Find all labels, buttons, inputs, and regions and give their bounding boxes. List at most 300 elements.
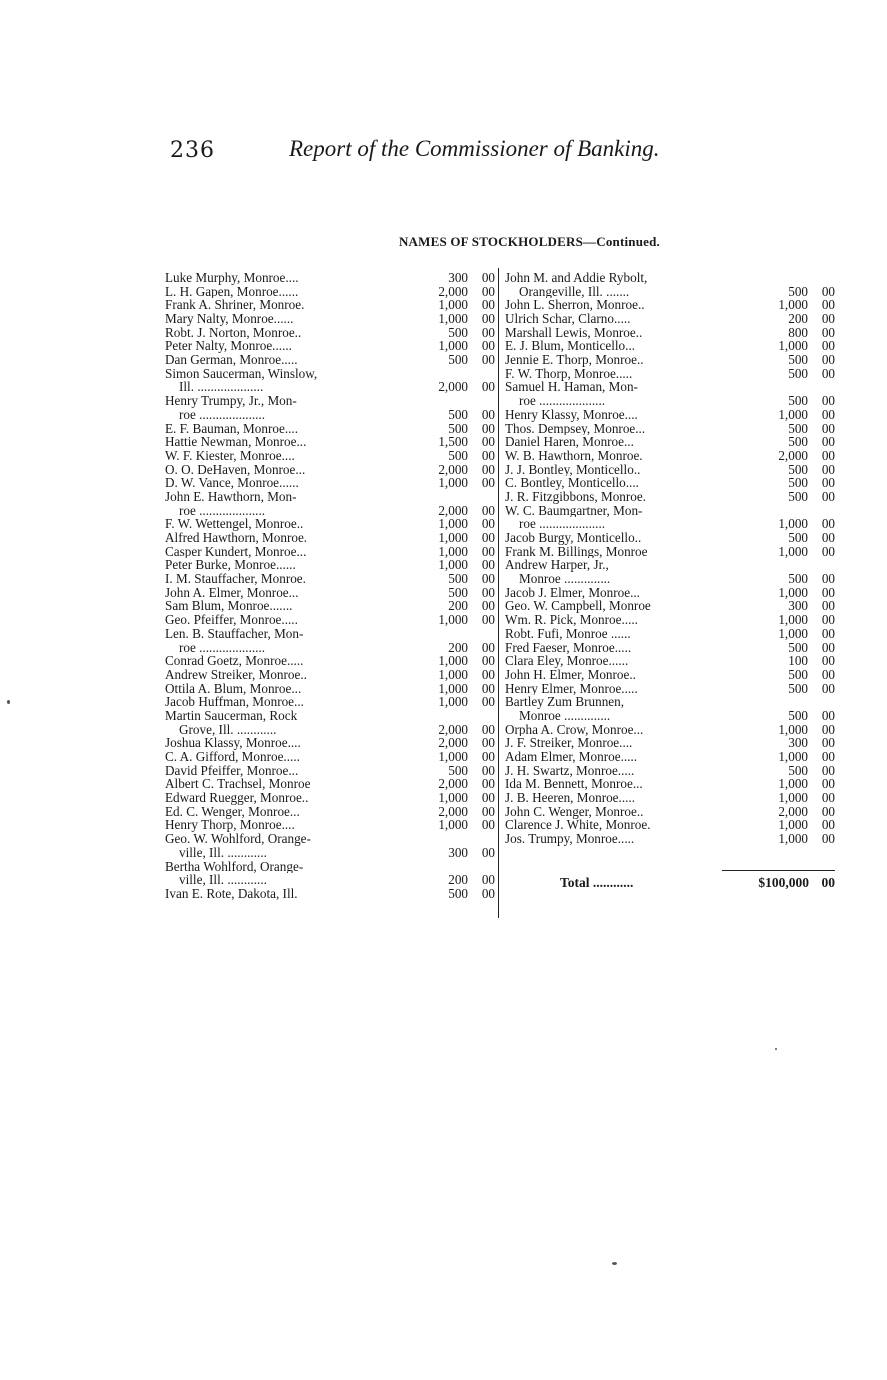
stockholder-row [505,764,835,778]
share-amount: 1,000 [438,694,468,710]
share-amount: 1,000 [778,776,808,792]
stockholder-row [165,723,495,737]
stockholder-row [505,641,835,655]
stockholder-name: Geo. W. Wohlford, Orange- [165,832,311,846]
stockholder-name: Frank M. Billings, Monroe [505,544,648,559]
share-amount: 300 [448,269,468,285]
total-rule [722,870,835,871]
stockholder-name: Dan German, Monroe..... [165,353,298,367]
share-cents: 00 [481,721,495,737]
stockholder-name: Ill. .................... [179,380,264,395]
share-amount: 500 [448,571,468,587]
share-cents: 00 [481,283,495,299]
share-cents: 00 [821,584,835,600]
share-amount: 500 [788,680,808,696]
stockholder-name: John H. Elmer, Monroe.. [505,667,636,682]
stockholder-name: Albert C. Trachsel, Monroe [165,777,311,792]
stockholder-name: Hattie Newman, Monroe... [165,435,307,449]
share-amount: 1,000 [438,653,468,669]
total-label: Total ............ [560,875,634,890]
stockholder-row [505,285,835,299]
share-amount: 1,500 [438,434,468,450]
stockholder-row [505,627,835,641]
stockholder-row [165,627,495,641]
stockholder-name: I. M. Stauffacher, Monroe. [165,572,306,586]
share-cents: 00 [481,571,495,587]
share-cents: 00 [481,666,495,682]
share-amount: 2,000 [778,803,808,819]
share-amount: 2,000 [438,735,468,751]
share-amount: 1,000 [438,338,468,354]
share-cents: 00 [481,420,495,436]
share-cents: 00 [481,885,495,901]
stockholder-name: Frank A. Shriner, Monroe. [165,298,305,313]
share-amount: 300 [448,844,468,860]
stockholder-name: Ottila A. Blum, Monroe... [165,681,302,696]
stockholder-name: O. O. DeHaven, Monroe... [165,462,306,477]
stockholder-row [505,572,835,586]
stockholder-row [165,777,495,791]
share-amount: 2,000 [438,721,468,737]
stockholder-row [165,846,495,860]
share-amount: 2,000 [438,379,468,395]
print-speck [7,700,10,704]
share-cents: 00 [821,680,835,696]
share-amount: 1,000 [778,817,808,833]
stockholder-name: Peter Burke, Monroe...... [165,558,296,573]
stockholder-name: Henry Thorp, Monroe.... [165,818,295,833]
share-amount: 500 [788,639,808,655]
stockholder-row [165,682,495,696]
stockholder-row [165,367,495,381]
share-cents: 00 [481,680,495,696]
stockholder-name: Robt. J. Norton, Monroe.. [165,325,302,340]
share-cents: 00 [821,283,835,299]
stockholder-row [505,463,835,477]
stockholder-name: Peter Nalty, Monroe...... [165,339,292,354]
stockholder-name: Orpha A. Crow, Monroe... [505,722,644,737]
total-cents: 00 [821,875,835,890]
stockholder-name: ville, Ill. ............ [179,873,267,887]
share-cents: 00 [481,502,495,518]
share-cents: 00 [481,406,495,422]
share-cents: 00 [481,776,495,792]
share-cents: 00 [821,530,835,546]
stockholder-row [165,353,495,367]
share-cents: 00 [821,475,835,491]
stockholder-row [505,312,835,326]
share-amount: 2,000 [438,283,468,299]
stockholder-row [505,490,835,504]
share-cents: 00 [481,735,495,751]
stockholder-row [505,339,835,353]
stockholder-row [165,422,495,436]
stockholder-name: Adam Elmer, Monroe..... [505,750,638,764]
stockholder-name: J. F. Streiker, Monroe.... [505,736,633,751]
share-cents: 00 [821,393,835,409]
stockholder-name: Andrew Streiker, Monroe.. [165,667,307,682]
share-amount: 1,000 [778,516,808,532]
share-cents: 00 [821,639,835,655]
share-amount: 2,000 [438,776,468,792]
stockholder-row [505,476,835,490]
stockholder-name: Ivan E. Rote, Dakota, Ill. [165,886,298,901]
share-amount: 2,000 [778,447,808,463]
stockholder-name: Jacob Burgy, Monticello.. [505,531,642,545]
stockholder-row [505,367,835,381]
stockholder-name: Joshua Klassy, Monroe.... [165,736,301,751]
share-amount: 1,000 [438,297,468,313]
share-amount: 1,000 [438,612,468,628]
stockholder-row [505,736,835,750]
share-cents: 00 [481,297,495,313]
share-cents: 00 [481,447,495,463]
share-cents: 00 [481,803,495,819]
share-amount: 500 [448,762,468,778]
share-cents: 00 [481,872,495,888]
share-amount: 1,000 [778,584,808,600]
stockholder-row [165,819,495,833]
share-cents: 00 [481,653,495,669]
share-cents: 00 [821,707,835,723]
stockholder-name: W. C. Baumgartner, Mon- [505,503,643,518]
stockholder-name: D. W. Vance, Monroe...... [165,476,299,490]
share-cents: 00 [821,420,835,436]
share-cents: 00 [821,790,835,806]
stockholder-name: Daniel Haren, Monroe... [505,435,634,449]
stockholder-name: Geo. Pfeiffer, Monroe..... [165,613,298,627]
share-amount: 1,000 [778,612,808,628]
share-amount: 500 [788,365,808,381]
share-cents: 00 [481,790,495,806]
stockholder-row [165,312,495,326]
stockholder-name: Ida M. Bennett, Monroe... [505,777,643,792]
share-cents: 00 [821,488,835,504]
stockholder-name: Thos. Dempsey, Monroe... [505,421,646,436]
stockholder-name: Martin Saucerman, Rock [165,708,298,723]
share-cents: 00 [481,338,495,354]
share-amount: 1,000 [438,530,468,546]
share-cents: 00 [481,311,495,327]
stockholder-name: F. W. Thorp, Monroe..... [505,366,633,381]
stockholder-name: F. W. Wettengel, Monroe.. [165,517,304,532]
stockholder-name: J. B. Heeren, Monroe..... [505,791,636,805]
share-cents: 00 [481,557,495,573]
share-amount: 1,000 [778,543,808,559]
share-amount: 500 [788,434,808,450]
stockholder-row [505,531,835,545]
stockholder-row [505,709,835,723]
stockholder-name: Monroe .............. [519,708,611,723]
share-amount: 100 [788,653,808,669]
share-cents: 00 [821,625,835,641]
print-speck [775,1048,777,1050]
stockholder-row [165,381,495,395]
stockholder-name: C. Bontley, Monticello.... [505,476,639,490]
share-amount: 300 [788,735,808,751]
share-cents: 00 [481,762,495,778]
share-cents: 00 [481,434,495,450]
share-cents: 00 [821,352,835,368]
share-cents: 00 [481,352,495,368]
stockholder-row [505,819,835,833]
share-amount: 200 [448,598,468,614]
stockholder-row [165,394,495,408]
share-amount: 300 [788,598,808,614]
stockholder-row [505,435,835,449]
share-amount: 1,000 [778,831,808,847]
stockholder-name: Edward Ruegger, Monroe.. [165,791,309,805]
share-amount: 1,000 [778,790,808,806]
share-amount: 500 [448,406,468,422]
stockholder-name: John L. Sherron, Monroe.. [505,298,645,313]
share-cents: 00 [481,543,495,559]
stockholder-row [165,285,495,299]
stockholder-row [505,777,835,791]
share-cents: 00 [821,516,835,532]
stockholder-row [505,353,835,367]
stockholder-row [505,791,835,805]
share-cents: 00 [821,817,835,833]
stockholder-name: Fred Faeser, Monroe..... [505,640,632,655]
share-amount: 1,000 [438,790,468,806]
stockholder-name: John E. Hawthorn, Mon- [165,489,297,504]
share-amount: 200 [448,872,468,888]
share-cents: 00 [821,324,835,340]
share-amount: 1,000 [438,311,468,327]
page-number: 236 [170,138,215,163]
stockholder-name: Ed. C. Wenger, Monroe... [165,804,300,819]
stockholder-name: J. R. Fitzgibbons, Monroe. [505,489,647,504]
share-amount: 2,000 [438,803,468,819]
share-amount: 500 [448,420,468,436]
stockholder-name: John C. Wenger, Monroe.. [505,804,644,819]
stockholder-row [165,764,495,778]
share-cents: 00 [481,584,495,600]
share-amount: 1,000 [778,338,808,354]
stockholder-name: Wm. R. Pick, Monroe..... [505,613,638,627]
share-amount: 1,000 [438,475,468,491]
share-amount: 1,000 [438,516,468,532]
stockholder-row [505,394,835,408]
stockholder-name: roe .................... [519,517,606,532]
stockholder-row [165,463,495,477]
share-cents: 00 [821,762,835,778]
share-amount: 500 [448,352,468,368]
share-amount: 500 [788,762,808,778]
stockholder-name: roe .................... [179,407,266,422]
share-cents: 00 [821,666,835,682]
stockholder-row [505,682,835,696]
share-amount: 500 [788,475,808,491]
stockholder-row [505,750,835,764]
share-amount: 1,000 [438,749,468,765]
stockholders-left-column [165,271,495,901]
share-cents: 00 [481,844,495,860]
stockholder-row [165,641,495,655]
share-amount: 500 [448,447,468,463]
stockholder-name: Luke Murphy, Monroe.... [165,270,299,285]
stockholder-row [165,695,495,709]
stockholder-name: L. H. Gapen, Monroe...... [165,284,299,299]
stockholder-name: Jacob J. Elmer, Monroe... [505,585,640,600]
share-cents: 00 [821,311,835,327]
share-amount: 1,000 [778,406,808,422]
total-amount: $100,000 [758,875,809,890]
share-amount: 500 [448,324,468,340]
stockholder-name: roe .................... [179,503,266,518]
stockholder-name: David Pfeiffer, Monroe... [165,763,299,778]
section-title: NAMES OF STOCKHOLDERS—Continued. [398,234,661,249]
stockholder-row [505,695,835,709]
share-cents: 00 [481,324,495,340]
stockholder-name: Geo. W. Campbell, Monroe [505,599,651,614]
stockholder-name: E. J. Blum, Monticello... [505,339,636,354]
stockholder-row [165,613,495,627]
stockholder-row [165,586,495,600]
share-amount: 1,000 [438,557,468,573]
stockholder-row [505,545,835,559]
stockholder-name: Sam Blum, Monroe....... [165,599,293,614]
stockholder-row [165,558,495,572]
share-cents: 00 [481,475,495,491]
stockholder-row [165,600,495,614]
stockholder-name: Alfred Hawthorn, Monroe. [165,531,308,545]
stockholder-row [165,873,495,887]
share-cents: 00 [821,598,835,614]
stockholder-name: Clara Eley, Monroe...... [505,654,629,668]
share-amount: 1,000 [778,297,808,313]
share-amount: 500 [788,571,808,587]
stockholder-name: Orangeville, Ill. ....... [519,284,630,299]
stockholder-name: Simon Saucerman, Winslow, [165,366,318,381]
stockholder-name: Marshall Lewis, Monroe.. [505,325,643,340]
stockholder-name: W. F. Kiester, Monroe.... [165,448,295,463]
share-cents: 00 [821,721,835,737]
stockholder-row [505,558,835,572]
stockholder-row [165,298,495,312]
stockholder-name: Jacob Huffman, Monroe... [165,695,304,709]
share-amount: 500 [788,666,808,682]
stockholder-row [165,832,495,846]
share-amount: 2,000 [438,461,468,477]
stockholder-row [165,435,495,449]
share-amount: 500 [788,420,808,436]
stockholder-name: Andrew Harper, Jr., [505,558,609,573]
stockholder-row [165,490,495,504]
share-amount: 1,000 [438,817,468,833]
stockholder-row [505,805,835,819]
share-amount: 500 [788,352,808,368]
stockholder-name: roe .................... [179,640,266,655]
stockholder-name: Henry Trumpy, Jr., Mon- [165,394,297,408]
share-cents: 00 [481,516,495,532]
total-row [560,875,835,891]
stockholder-row [165,860,495,874]
stockholder-name: Jos. Trumpy, Monroe..... [505,832,635,846]
share-cents: 00 [821,749,835,765]
stockholder-row [165,887,495,901]
stockholder-name: Bartley Zum Brunnen, [505,695,625,709]
share-cents: 00 [821,571,835,587]
stockholder-row [165,504,495,518]
stockholder-row [165,449,495,463]
stockholder-name: J. J. Bontley, Monticello.. [505,462,641,477]
share-amount: 1,000 [438,680,468,696]
share-cents: 00 [481,612,495,628]
share-cents: 00 [821,461,835,477]
stockholder-row [505,504,835,518]
share-cents: 00 [481,694,495,710]
share-cents: 00 [821,776,835,792]
stockholder-name: Henry Elmer, Monroe..... [505,681,638,696]
share-amount: 500 [788,707,808,723]
stockholder-row [505,326,835,340]
stockholder-row [505,381,835,395]
share-cents: 00 [821,338,835,354]
share-cents: 00 [481,269,495,285]
stockholder-row [505,408,835,422]
stockholder-row [165,339,495,353]
stockholder-name: Robt. Fufi, Monroe ...... [505,626,631,641]
stockholder-name: Monroe .............. [519,572,611,586]
stockholder-row [505,723,835,737]
stockholder-row [505,271,835,285]
stockholder-name: Conrad Goetz, Monroe..... [165,654,304,668]
stockholders-right-column [505,271,835,846]
stockholder-name: E. F. Bauman, Monroe.... [165,421,299,436]
stockholder-row [165,668,495,682]
stockholder-name: Clarence J. White, Monroe. [505,818,651,833]
stockholder-row [165,517,495,531]
stockholder-name: J. H. Swartz, Monroe..... [505,763,635,778]
stockholder-row [505,600,835,614]
stockholder-row [505,668,835,682]
stockholder-name: Jennie E. Thorp, Monroe.. [505,353,644,367]
share-amount: 200 [788,311,808,327]
share-amount: 1,000 [438,543,468,559]
share-cents: 00 [821,612,835,628]
stockholder-row [165,476,495,490]
stockholder-row [165,750,495,764]
stockholder-row [505,517,835,531]
share-amount: 1,000 [438,666,468,682]
stockholder-row [165,531,495,545]
stockholder-row [165,271,495,285]
print-speck [612,1262,617,1265]
stockholder-name: Grove, Ill. ............ [179,722,277,737]
stockholder-row [505,654,835,668]
stockholder-name: Samuel H. Haman, Mon- [505,380,638,395]
share-amount: 500 [788,461,808,477]
share-cents: 00 [821,365,835,381]
stockholder-name: Bertha Wohlford, Orange- [165,859,304,874]
share-cents: 00 [821,803,835,819]
share-amount: 1,000 [778,749,808,765]
share-cents: 00 [821,447,835,463]
stockholder-row [165,736,495,750]
share-cents: 00 [821,653,835,669]
share-amount: 2,000 [438,502,468,518]
share-cents: 00 [481,530,495,546]
stockholder-row [505,449,835,463]
stockholder-name: Ulrich Schar, Clarno..... [505,312,631,326]
stockholder-row [165,326,495,340]
stockholder-name: W. B. Hawthorn, Monroe. [505,448,643,463]
stockholder-row [165,709,495,723]
stockholder-row [505,832,835,846]
share-amount: 500 [788,488,808,504]
